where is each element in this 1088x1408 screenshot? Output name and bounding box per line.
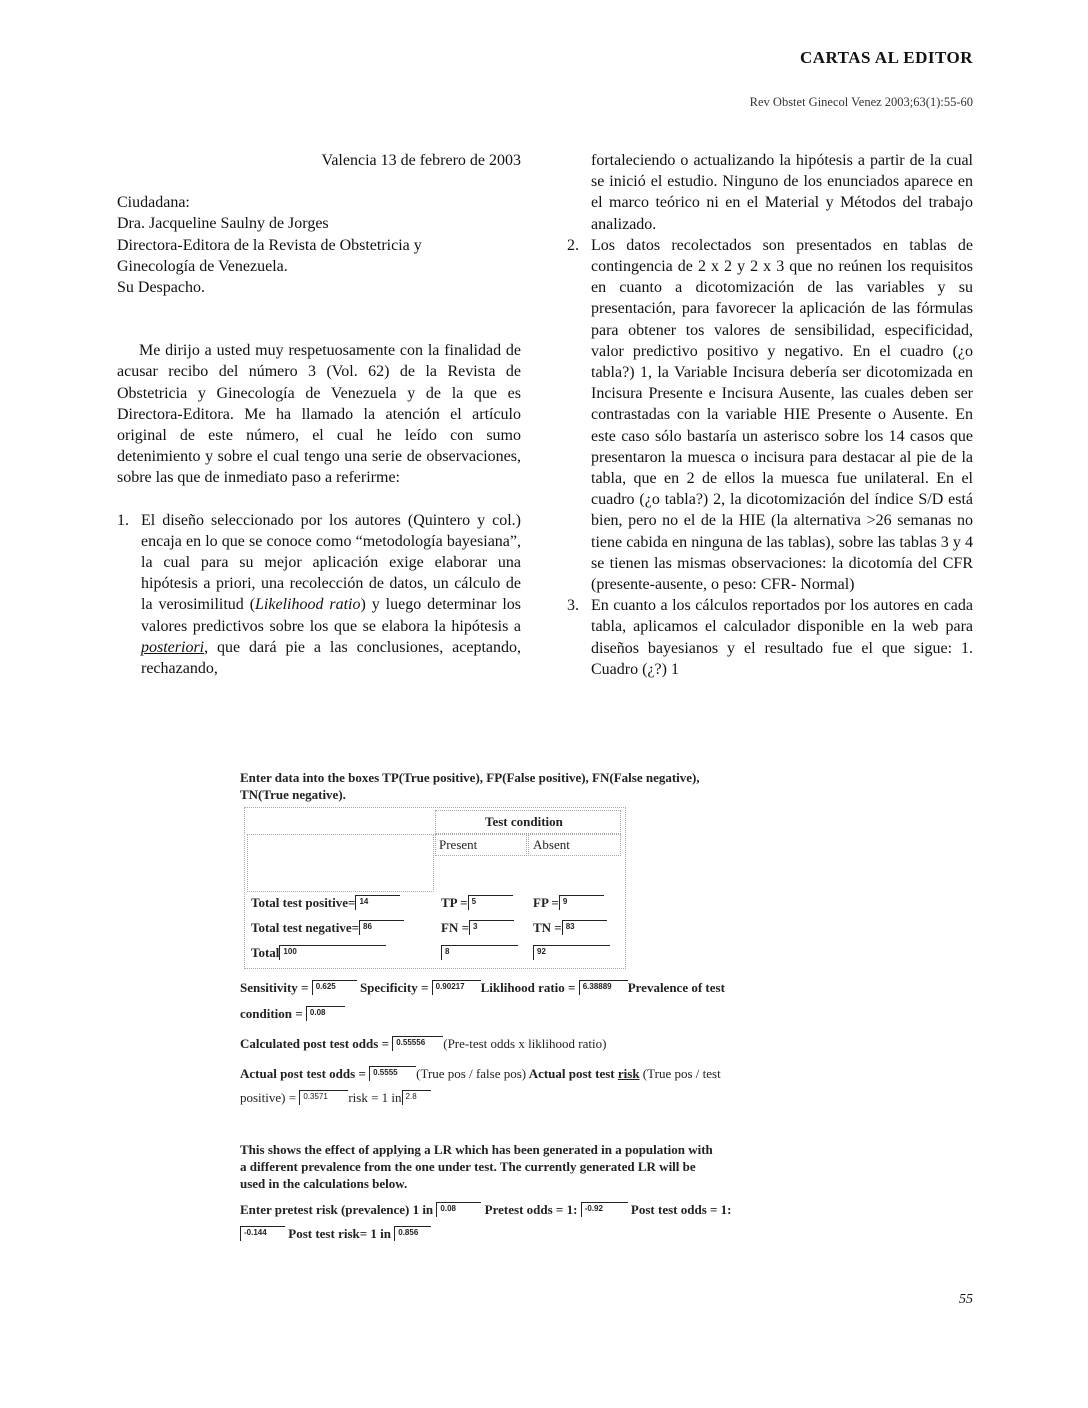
effect-line: This shows the effect of applying a LR which has been generated in a population with (240, 1142, 713, 1157)
list-text (141, 510, 521, 680)
prevalence-label-end: condition = (240, 1006, 303, 1021)
sensitivity-row (240, 980, 725, 996)
post-risk-row (240, 1226, 431, 1242)
actual-post-value: 0.5555 (369, 1066, 416, 1081)
fp-cell (533, 895, 604, 911)
pretest-odds-label: Pretest odds = 1: (484, 1202, 578, 1217)
calc-post-value: 0.55556 (392, 1036, 443, 1051)
list-text: Los datos recolectados son presentados en tablas de contingencia de 2 x 2 y 2 x 3 que no reúnen los requisitos en cuanto a dicotomización de las variables y su presentación, para favorecer la aplicación de las fórmulas para obtener tos valores de sensibilidad, especificidad, valor predictivo positivo y negativo. En el cuadro (¿o tabla?) 1, la Variable Incisura debería ser dicotomizada en Incisura Presente e Incisura Ausente, las cuales deben ser contrastadas con la variable HIE Presente o Ausente. En este caso sólo bastaría un asterisco sobre los 14 casos que presentaron la muesca o incisura para destacar al pie de la tabla, que en 2 de ellos la muesca fue unilateral. En el cuadro (¿o tabla?) 2, la dicotomización del índice S/D está bien, pero no el de la HIE (la alternativa >26 semanas no tiene cabida en ninguna de las tablas), sobre las tablas 3 y 4 se tienen las mismas observaciones: la dicotomía del CFR (presente-ausente, o peso: CFR- Normal) (591, 236, 973, 594)
calc-post-label: Calculated post test odds = (240, 1036, 389, 1051)
risk-label: risk = 1 in (348, 1090, 402, 1105)
lr-label: Liklihood ratio = (480, 980, 576, 995)
figure-intro-line: Enter data into the boxes TP(True positive), FP(False positive), FN(False negative), (240, 770, 700, 785)
risk-value: 2.8 (402, 1090, 431, 1105)
text-segment: ) y luego determinar los valores predictivos sobre los que se elabora la hipótesis a (141, 596, 521, 635)
actual-risk-value: 0.3571 (299, 1090, 348, 1105)
list-number: 3. (567, 597, 579, 615)
post-odds-label: Post test odds = 1: (630, 1202, 732, 1217)
lr-value: 6.38889 (579, 980, 628, 995)
figure-intro-line: TN(True negative). (240, 787, 346, 802)
list-item-1 (117, 510, 521, 680)
specificity-value: 0.90217 (432, 980, 481, 995)
tn-label: TN = (533, 920, 562, 935)
letter-date: Valencia 13 de febrero de 2003 (321, 152, 521, 169)
pretest-label: Enter pretest risk (prevalence) 1 in (240, 1202, 434, 1217)
address-line: Directora-Editora de la Revista de Obstetricia y (117, 236, 422, 254)
list-item-2 (567, 235, 973, 595)
text-segment: , que dará pie a las conclusiones, aceptando, rechazando, (141, 638, 521, 678)
italic-term: posteriori (141, 638, 205, 656)
actual-risk-note: (True pos / test (642, 1066, 721, 1081)
prevalence-row (240, 1006, 345, 1022)
list-item-3 (567, 595, 973, 680)
contingency-table (244, 807, 626, 969)
calculated-post-odds-row (240, 1036, 606, 1052)
total-positive-label: Total test positive= (251, 895, 356, 910)
fp-label: FP = (533, 895, 559, 910)
pretest-value: 0.08 (436, 1202, 481, 1217)
post-risk-label: Post test risk= 1 in (288, 1226, 391, 1241)
post-odds-value: -0.144 (240, 1226, 285, 1241)
fn-label: FN = (441, 920, 469, 935)
effect-line: used in the calculations below. (240, 1176, 408, 1191)
address-line: Ginecología de Venezuela. (117, 257, 288, 275)
total-positive-row (251, 895, 400, 911)
actual-post-odds-row (240, 1066, 721, 1082)
actual-post-note: (True pos / false pos) (416, 1066, 527, 1081)
fn-cell (441, 920, 514, 936)
intro-paragraph: Me dirijo a usted muy respetuosamente con la finalidad de acusar recibo del número 3 (Vol. 62) de la Revista de Obstetricia y Ginecología de Venezuela y de la que es Directora-Editora. Me ha llamado la atención el artículo original de este número, el cual he leído con sumo detenimiento y sobre el cual tengo una serie de observaciones, sobre las que de inmediato paso a referirme: (117, 342, 521, 487)
text-segment: El diseño seleccionado por los autores (Quintero y col.) encaja en lo que se conoce como “metodología bayesiana”, la cual para su mejor aplicación exige elaborar una hipótesis a priori, una recolección de datos, un cálculo de la verosimilitud ( (141, 511, 521, 614)
actual-post-label: Actual post test odds = (240, 1066, 366, 1081)
tp-value: 5 (468, 895, 513, 910)
address-line: Dra. Jacqueline Saulny de Jorges (117, 215, 329, 233)
pretest-odds-value: -0.92 (581, 1202, 628, 1217)
address-block (117, 192, 521, 298)
tp-cell (441, 895, 513, 911)
total-absent-value: 92 (533, 945, 610, 960)
test-condition-header: Test condition (485, 814, 563, 829)
list-number: 1. (117, 511, 129, 529)
sensitivity-label: Sensitivity = (240, 980, 309, 995)
absent-header: Absent (533, 837, 570, 852)
specificity-label: Specificity = (359, 980, 429, 995)
prevalence-label: Prevalence of test (627, 980, 725, 995)
calculator-figure (240, 770, 820, 1250)
total-positive-value: 14 (355, 895, 400, 910)
list-number: 2. (567, 236, 579, 254)
list-text: En cuanto a los cálculos reportados por los autores en cada tabla, aplicamos el calculador disponible en la web para diseños bayesianos y el resultado fue el que sigue: 1. Cuadro (¿?) 1 (591, 597, 973, 678)
section-title: CARTAS AL EDITOR (799, 48, 973, 67)
effect-line: a different prevalence from the one under test. The currently generated LR will be (240, 1159, 696, 1174)
actual-risk-word: risk (617, 1066, 640, 1081)
total-row (251, 945, 386, 961)
address-line: Ciudadana: (117, 194, 190, 212)
page-number: 55 (959, 1292, 973, 1307)
fn-value: 3 (469, 920, 514, 935)
list-item-1-continued (567, 150, 973, 235)
journal-reference: Rev Obstet Ginecol Venez 2003;63(1):55-60 (749, 95, 973, 109)
post-risk-value: 0.856 (394, 1226, 431, 1241)
italic-term: Likelihood ratio (255, 596, 361, 614)
calc-post-note: (Pre-test odds x liklihood ratio) (443, 1036, 607, 1051)
pretest-row (240, 1202, 732, 1218)
address-line: Su Despacho. (117, 279, 205, 297)
present-header: Present (439, 837, 478, 852)
sensitivity-value: 0.625 (312, 980, 357, 995)
tp-label: TP = (441, 895, 468, 910)
total-negative-value: 86 (359, 920, 404, 935)
fp-value: 9 (559, 895, 604, 910)
prevalence-value: 0.08 (306, 1006, 345, 1021)
tn-value: 83 (562, 920, 607, 935)
total-present-value: 8 (441, 945, 518, 960)
total-label: Total (251, 945, 280, 960)
total-negative-row (251, 920, 404, 936)
total-present-cell (441, 945, 518, 961)
total-value: 100 (279, 945, 386, 960)
list-text: fortaleciendo o actualizando la hipótesis a partir de la cual se inició el estudio. Ninguno de los enunciados aparece en el marco teórico ni en el Material y Métodos del trabajo analizado. (591, 152, 973, 233)
actual-risk-note-end: positive) = (240, 1090, 297, 1105)
right-column (567, 150, 973, 680)
total-absent-cell (533, 945, 610, 961)
tn-cell (533, 920, 607, 936)
left-column (117, 150, 521, 679)
total-negative-label: Total test negative= (251, 920, 360, 935)
actual-risk-label: Actual post test (528, 1066, 615, 1081)
actual-risk-row (240, 1090, 431, 1106)
